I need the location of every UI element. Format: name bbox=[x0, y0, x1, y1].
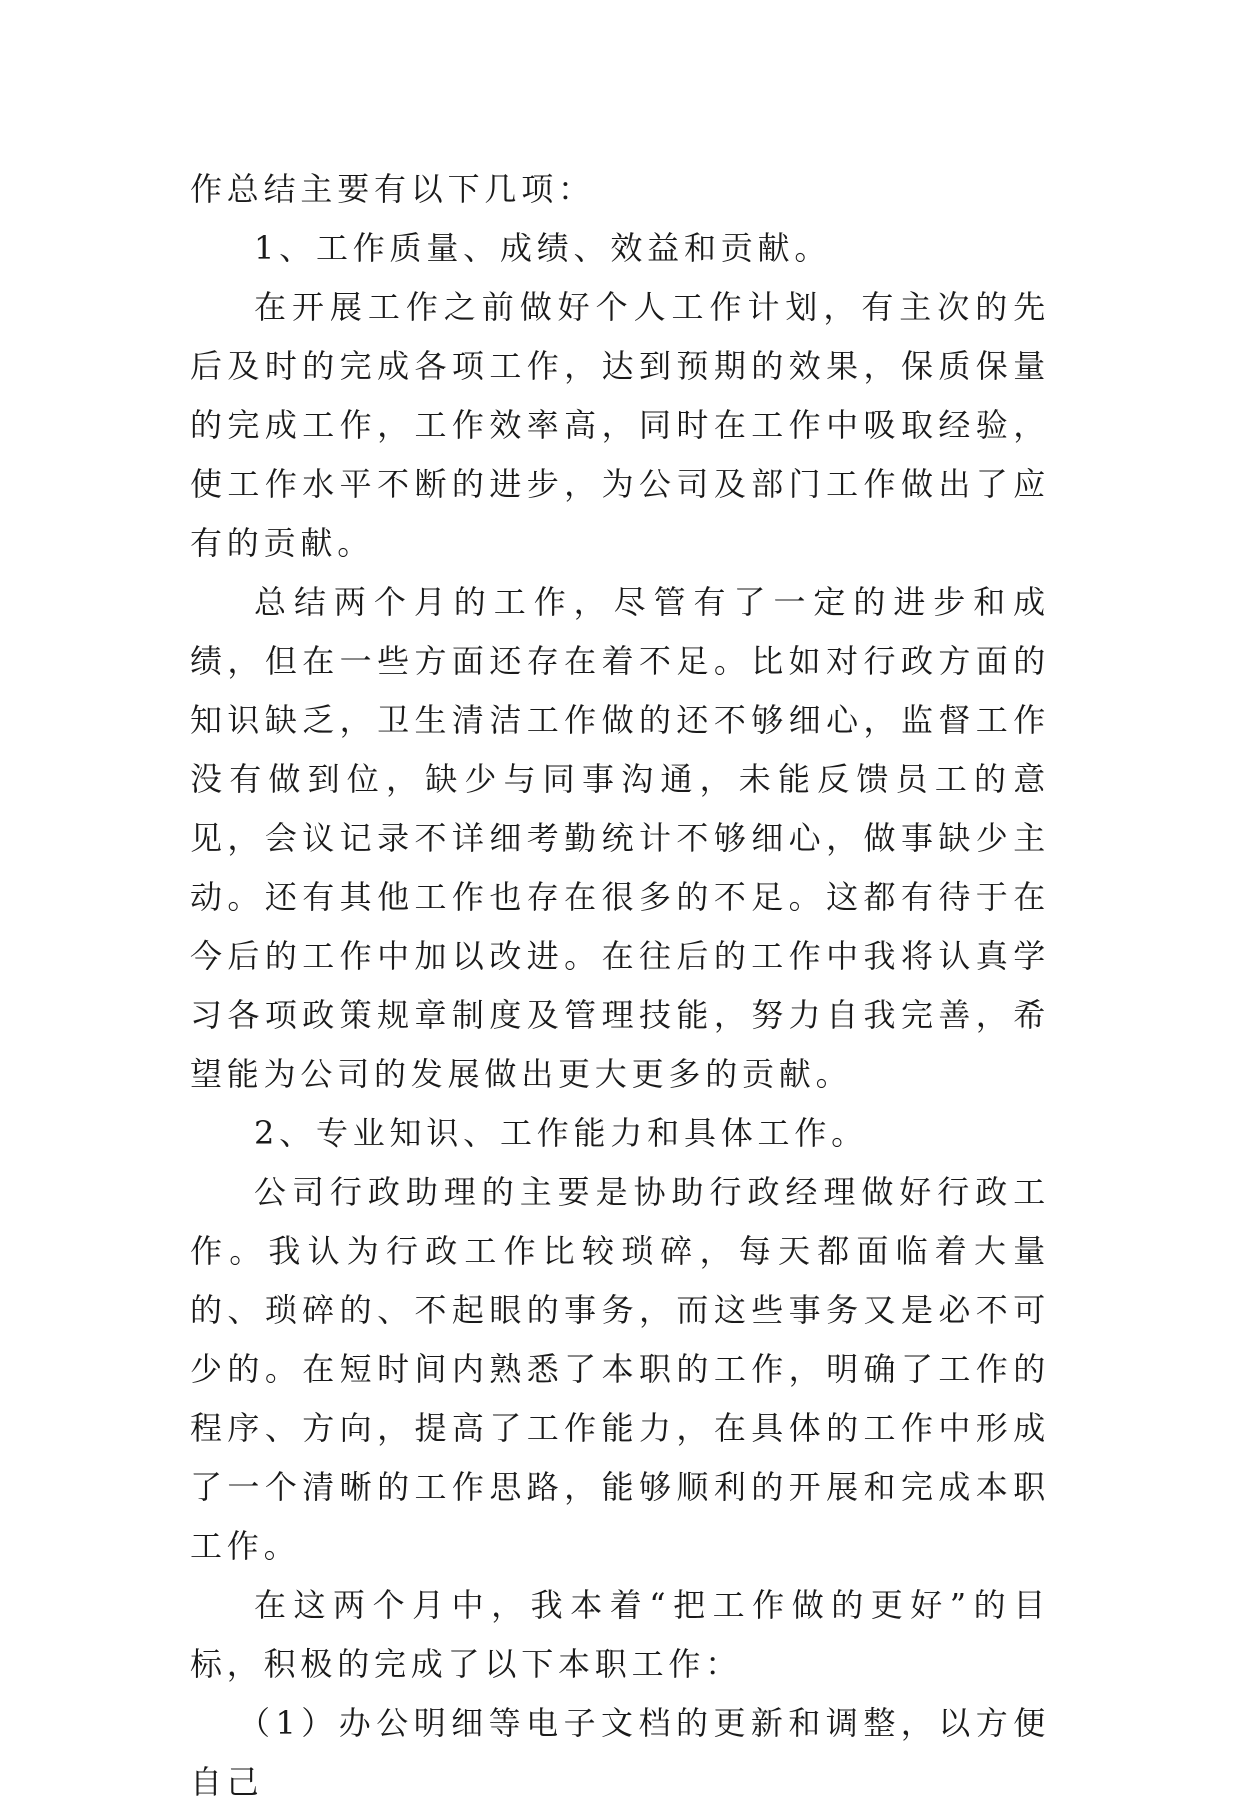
list-item-1: （1）办公明细等电子文档的更新和调整，以方便自己 bbox=[190, 1704, 1050, 1801]
section-heading-quality: 1、工作质量、成绩、效益和贡献。 bbox=[254, 229, 832, 267]
paragraph-shortcomings: 总结两个月的工作，尽管有了一定的进步和成绩，但在一些方面还存在着不足。比如对行政方面的知识缺乏，卫生清洁工作做的还不够细心，监督工作没有做到位，缺少与同事沟通，未能反馈员工的意见，会议记录不详细考勤统计不够细心，做事缺少主动。还有其他工作也存在很多的不足。这都有待于在今后的工作中加以改进。在往后的工作中我将认真学习各项政策规章制度及管理技能，努力自我完善，希望能为公司的发展做出更大更多的贡献。 bbox=[190, 583, 1050, 1093]
paragraph-intro: 作总结主要有以下几项： bbox=[190, 170, 595, 208]
document-body bbox=[190, 160, 1050, 1812]
paragraph-two-months: 在这两个月中，我本着“把工作做的更好”的目标，积极的完成了以下本职工作： bbox=[190, 1586, 1050, 1683]
paragraph-admin-assistant: 公司行政助理的主要是协助行政经理做好行政工作。我认为行政工作比较琐碎，每天都面临着大量的、琐碎的、不起眼的事务，而这些事务又是必不可少的。在短时间内熟悉了本职的工作，明确了工作的程序、方向，提高了工作能力，在具体的工作中形成了一个清晰的工作思路，能够顺利的开展和完成本职工作。 bbox=[190, 1173, 1050, 1565]
section-heading-skills: 2、专业知识、工作能力和具体工作。 bbox=[254, 1114, 868, 1152]
paragraph-work-plan: 在开展工作之前做好个人工作计划，有主次的先后及时的完成各项工作，达到预期的效果，保质保量的完成工作，工作效率高，同时在工作中吸取经验，使工作水平不断的进步，为公司及部门工作做出了应有的贡献。 bbox=[190, 288, 1050, 562]
